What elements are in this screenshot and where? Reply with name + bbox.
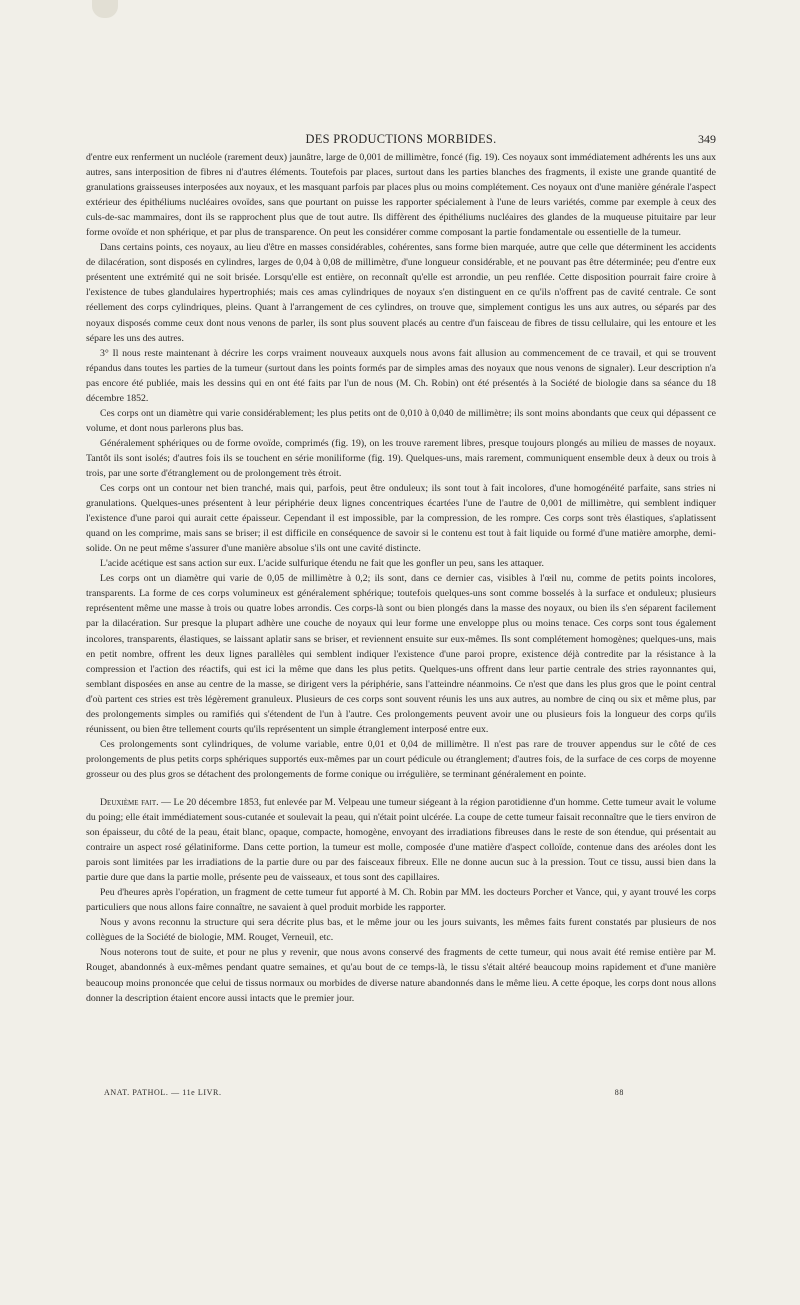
case-heading: Deuxième fait. — [100, 796, 159, 808]
footer-sheet-number: 88 — [614, 1088, 624, 1097]
case-text: — Le 20 décembre 1853, fut enlevée par M. Velpeau une tumeur siégeant à la région parotidienne d'un homme. Cette tumeur avait le volume du poing; elle était immédiatement sous-cutanée et soulevait la peau, qui n'était point ulcérée. La coupe de cette tumeur faisait reconnaître que le tiers environ de son épaisseur, du côté de la peau, était blanc, opaque, compacte, homogène, envoyant des irradiations fibreuses dans le reste de son étendue, qui présentait au contraire un aspect rosé gélatiniforme. Dans cette portion, la tumeur est molle, composée d'une matière d'aspect colloïde, contenue dans des aréoles dont les parois sont limitées par les irradiations de la partie dure ou par des faisceaux fibreux. Elle ne donne aucun suc à la pression. Tout ce tissu, aussi bien dans la partie dure que dans la partie molle, présente peu de vaisseaux, et tous sont des capillaires. — [86, 796, 716, 884]
paragraph: Ces corps ont un contour net bien tranché, mais qui, parfois, peut être onduleux; ils sont tout à fait incolores, d'une homogénéité parfaite, sans stries ni granulations. Quelques-unes présentent à leur périphérie deux lignes concentriques écartées l'une de l'autre de 0,001 de millimètre, qui semblent indiquer l'existence d'une paroi qui aurait cette épaisseur. Cependant il est impossible, par la compression, de les rompre. Ces corps sont très élastiques, s'aplatissent quand on les comprime, mais sans se briser; il est difficile en conséquence de savoir si le contenu est tout à fait liquide ou formé d'une matière amorphe, demi-solide. On ne peut même s'assurer d'une manière absolue s'ils ont une cavité distincte. — [86, 483, 716, 555]
page-stain — [92, 0, 118, 18]
body-text — [86, 150, 716, 1006]
page-number: 349 — [698, 132, 716, 146]
paragraph: Ces prolongements sont cylindriques, de volume variable, entre 0,01 et 0,04 de millimètre. Il n'est pas rare de trouver appendus sur le côté de ces prolongements de plus petits corps sphériques supportés eux-mêmes par un court pédicule ou étranglement; d'autres fois, de la surface de ces corps de moyenne grosseur ou des plus gros se détachent des prolongements de forme conique ou irrégulière, se terminant généralement en pointe. — [86, 738, 716, 780]
paragraph: Peu d'heures après l'opération, un fragment de cette tumeur fut apporté à M. Ch. Robin par MM. les docteurs Porcher et Vance, qui, y ayant trouvé les corps particuliers que nous allons faire connaître, ne savaient à quel produit morbide les rapporter. — [86, 887, 716, 914]
page-header — [86, 132, 716, 148]
paragraph: L'acide acétique est sans action sur eux. L'acide sulfurique étendu ne fait que les gonfler un peu, sans les attaquer. — [100, 558, 544, 570]
paragraph: Nous noterons tout de suite, et pour ne plus y revenir, que nous avons conservé des fragments de cette tumeur, qui nous avait été remise entière par M. Rouget, abandonnés à eux-mêmes pendant quatre semaines, et qu'au bout de ce temps-là, le tissu s'était altéré beaucoup moins rapidement et d'une manière beaucoup moins prononcée que celui de tissus normaux ou morbides de diverse nature abandonnés dans le même lieu. A cette époque, les corps dont nous allons donner la description étaient encore aussi intacts que le premier jour. — [86, 947, 716, 1004]
case-paragraph — [86, 795, 716, 885]
paragraph: Généralement sphériques ou de forme ovoïde, comprimés (fig. 19), on les trouve rarement libres, presque toujours plongés au milieu de masses de noyaux. Tantôt ils sont isolés; d'autres fois ils se touchent en série moniliforme (fig. 19). Quelques-uns, mais rarement, communiquent ensemble deux à deux ou trois à trois, par une sorte d'étranglement ou de prolongement très étroit. — [86, 437, 716, 479]
paragraph: Les corps ont un diamètre qui varie de 0,05 de millimètre à 0,2; ils sont, dans ce dernier cas, visibles à l'œil nu, comme de petits points incolores, transparents. La forme de ces corps volumineux est généralement sphérique; toutefois quelques-uns sont comme bosselés à la surface et onduleux; plusieurs représentent même une masse à trois ou quatre lobes arrondis. Ces corps-là sont ou bien plongés dans la masse des noyaux, ou bien ils s'en séparent facilement par la dilacération. Sur presque la plupart adhère une couche de noyaux qui leur forme une enveloppe plus ou moins tenace. Ces corps sont tous également incolores, transparents, élastiques, se laissant aplatir sans se briser, et reviennent ensuite sur eux-mêmes. Ils sont complétement homogènes; quelques-uns, mais en petit nombre, offrent les deux lignes parallèles qui semblent indiquer l'existence d'une paroi propre, existence déjà contredite par la résistance à la compression et l'action des réactifs, qui est ici la même que dans les plus petits. Quelques-uns offrent dans leur partie centrale des stries rayonnantes qui, semblant disposées en anse au centre de la masse, se dirigent vers la périphérie, sans l'atteindre néanmoins. Ce n'est que dans les plus gros que le point central d'où partent ces stries est très légèrement granuleux. Plusieurs de ces corps sont souvent réunis les uns aux autres, au nombre de cinq ou six et même plus, par des prolongements simples ou ramifiés qui s'étendent de l'un à l'autre. Ces prolongements peuvent avoir une ou plusieurs fois la longueur des corps qu'ils réunissent, ou bien être tellement courts qu'ils représentent un simple étranglement interposé entre eux. — [86, 573, 716, 735]
paragraph: 3° Il nous reste maintenant à décrire les corps vraiment nouveaux auxquels nous avons fait allusion au commencement de ce travail, et qui se trouvent répandus dans toutes les parties de la tumeur (surtout dans les points formés par de simples amas des noyaux que nous venons de signaler). Leur description n'a pas encore été publiée, mais les dessins qui en ont été faits par l'un de nous (M. Ch. Robin) ont été présentés à la Société de biologie dans sa séance du 18 décembre 1852. — [86, 347, 716, 404]
paragraph: Nous y avons reconnu la structure qui sera décrite plus bas, et le même jour ou les jours suivants, les mêmes faits furent constatés par plusieurs de nos collègues de la Société de biologie, MM. Rouget, Verneuil, etc. — [86, 917, 716, 944]
page-footer — [104, 1088, 624, 1101]
paragraph: Ces corps ont un diamètre qui varie considérablement; les plus petits ont de 0,010 à 0,040 de millimètre; ils sont moins abondants que ceux qui dépassent ce volume, et dont nous parlerons plus bas. — [86, 407, 716, 434]
footer-signature: ANAT. PATHOL. — 11e LIVR. — [104, 1088, 222, 1097]
paragraph: d'entre eux renferment un nucléole (rarement deux) jaunâtre, large de 0,001 de millimètre, foncé (fig. 19). Ces noyaux sont immédiatement adhérents les uns aux autres, sans interposition de fibres ni d'autres éléments. Toutefois par places, surtout dans les parties blanches des fragments, il existe une grande quantité de granulations graisseuses interposées aux noyaux, et les masquant parfois par places plus ou moins complétement. Ces noyaux ont d'une manière générale l'aspect extérieur des épithéliums nucléaires ovoïdes, sans que pourtant on puisse les rapporter spécialement à l'une de leurs variétés, comme par exemple à ceux des culs-de-sac mammaires, dont ils se rapprochent plus que de tout autre. Ils diffèrent des épithéliums nucléaires des glandes de la muqueuse pituitaire par leur forme ovoïde et non sphérique, et par plus de transparence. On peut les considérer comme composant la partie fondamentale ou essentielle de la tumeur. — [86, 152, 716, 239]
paragraph: Dans certains points, ces noyaux, au lieu d'être en masses considérables, cohérentes, sans forme bien marquée, autre que celle que déterminent les accidents de dilacération, sont disposés en cylindres, larges de 0,04 à 0,08 de millimètre, d'une longueur considérable, et ne pouvant pas être déterminée; peu d'entre eux présentent une extrémité qui ne soit brisée. Lorsqu'elle est entière, on reconnaît qu'elle est arrondie, un peu renflée. Cette disposition pourrait faire croire à l'existence de tubes glandulaires hypertrophiés; mais ces amas cylindriques de noyaux s'en distinguent en ce qu'ils n'offrent pas de cavité centrale. Ce sont réellement des corps cylindriques, pleins. Quant à l'arrangement de ces cylindres, on trouve que, simplement contigus les uns aux autres, ou séparés par des noyaux disposés comme ceux dont nous venons de parler, ils sont plus souvent placés au centre d'un faisceau de fibres de tissu cellulaire, qui les entoure et les sépare les uns des autres. — [86, 242, 716, 344]
running-title: DES PRODUCTIONS MORBIDES. — [305, 132, 497, 146]
